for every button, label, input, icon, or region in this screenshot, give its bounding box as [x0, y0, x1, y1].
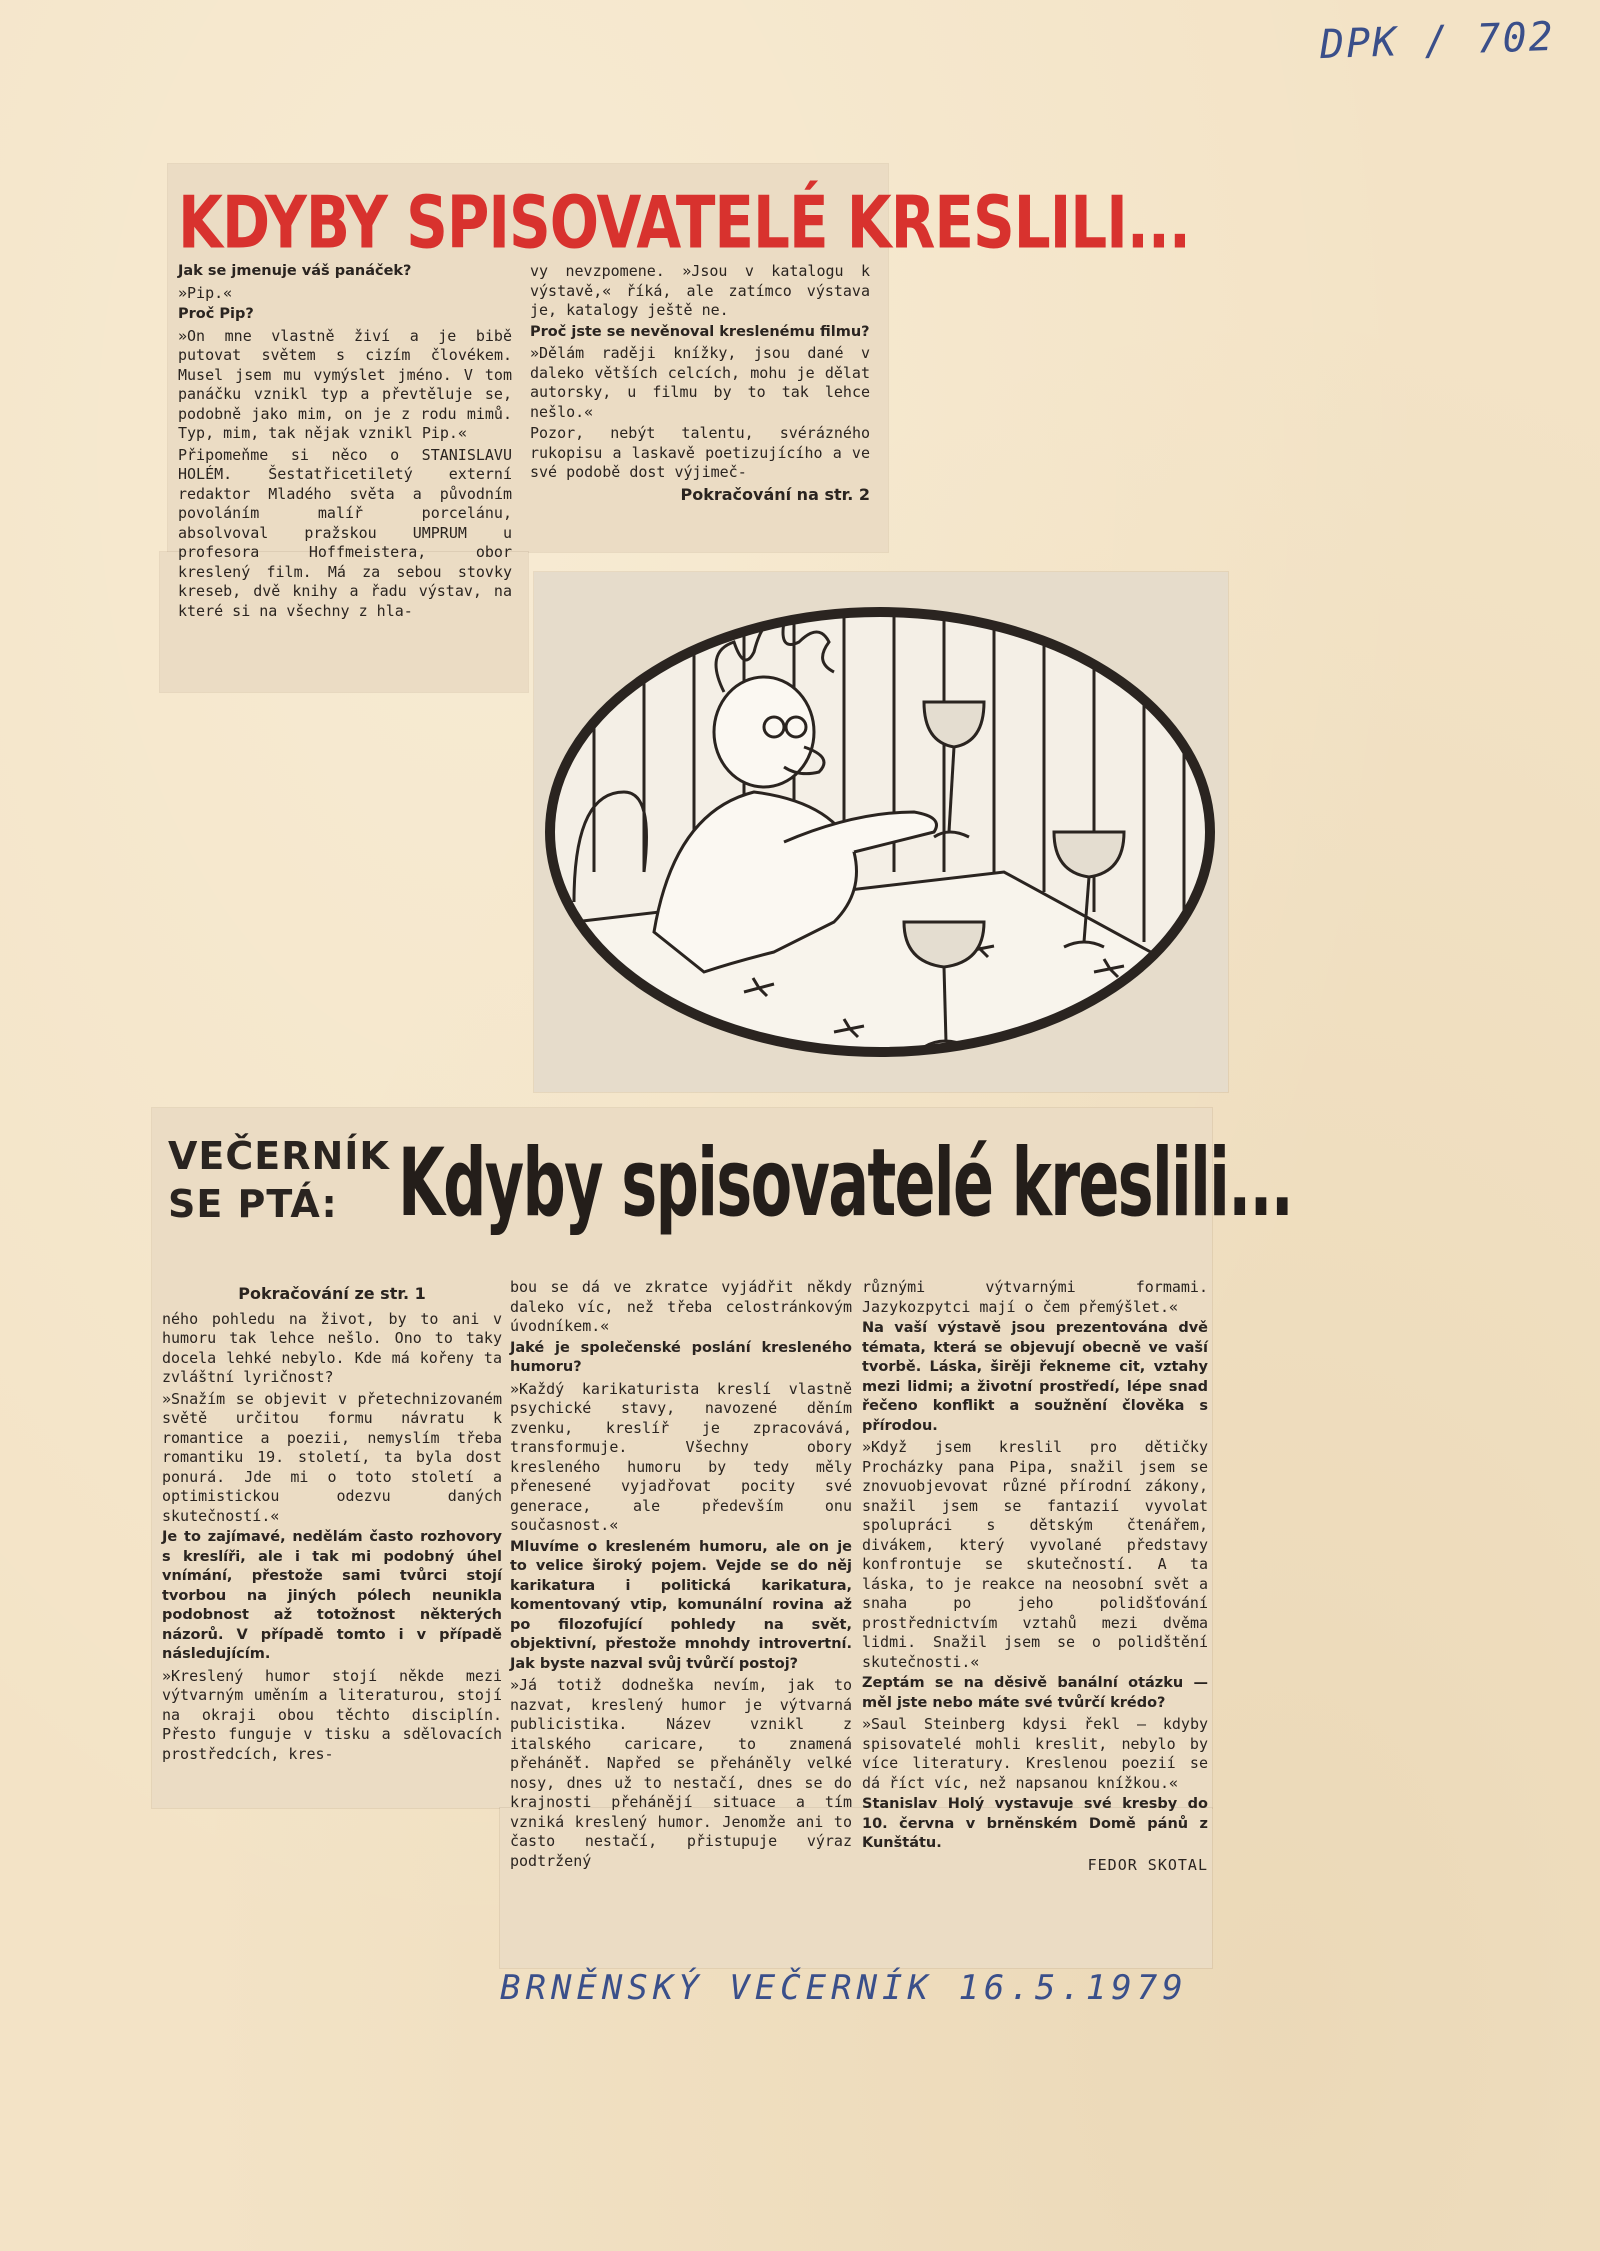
text-paragraph: »Každý karikaturista kreslí vlastně psychické stavy, navozené děním zvenku, kreslíř je zpracovává, transformuje. Všechny obory kresleného humoru by tedy měly přenesené vyjadřovat pocity své generace, ale především onu současnost.«	[510, 1379, 852, 1534]
text-paragraph: »Já totiž dodneška nevím, jak to nazvat, kreslený humor je výtvarná publicistika. Název vznikl z italského caricare, to znamená přeháně̌t. Napřed se přeháněly velké nosy, dnes už to nestačí, dnes se do krajnosti přehánějí situace a tím vzniká kreslený humor. Jenomže ani to často nestačí, přistupuje výraz podtržený	[510, 1676, 852, 1870]
question-paragraph: Na vaší výstavě jsou prezentována dvě témata, která se objevují obecně ve vaší tvorbě. Láska, širěji řekneme cit, vztahy mezi lidmi; a životní prostředí, lépe snad řečeno konflikt a soužnění člověka s přírodou.	[862, 1320, 1208, 1434]
text-paragraph: Připomeňme si něco o STANISLAVU HOLÉM. Šestatřicetiletý externí redaktor Mladého světa a původním povoláním malíř porcelánu, absolvoval pražskou UMPRUM u profesora Hoffmeistera, obor kreslený film. Má za sebou stovky kreseb, dvě knihy a řadu výstav, na které si na všechny z hla-	[178, 445, 512, 620]
question-paragraph: Zeptám se na děsivě banální otázku — měl jste nebo máte své tvůrčí krédo?	[862, 1675, 1208, 1711]
headline-black: Kdyby spisovatelé kreslili...	[398, 1128, 1293, 1238]
text-paragraph: Pokračování ze str. 1	[238, 1284, 426, 1303]
question-paragraph: Mluvíme o kresleném humoru, ale on je to velice široký pojem. Vejde se do něj karikatura i politická karikatura, komentovaný vtip, komunální rovina až po filozofující pohledy na svět, objektivní, přestože mnohdy introvertní. Jak byste nazval svůj tvůrčí postoj?	[510, 1538, 852, 1672]
text-paragraph: Pokračování na str. 2	[680, 484, 870, 504]
text-paragraph: ného pohledu na život, by to ani v humoru tak lehce nešlo. Ono to taky docela lehké nebylo. Kde má kořeny ta zvláštní lyričnost?	[162, 1309, 502, 1386]
question-paragraph: Proč jste se nevěnoval kreslenému filmu?	[530, 323, 870, 340]
question-paragraph: Stanislav Holý vystavuje své kresby do 10. června v brněnském Domě pánů z Kunštátu.	[862, 1796, 1208, 1851]
section-label-line-2: SE PTÁ:	[168, 1182, 338, 1226]
source-note: BRNĚNSKÝ VEČERNÍK 16.5.1979	[500, 1968, 1188, 2008]
clip2-column-1	[162, 1278, 502, 1766]
clip1-column-1	[178, 262, 512, 623]
section-label-line-1: VEČERNÍK	[168, 1134, 390, 1178]
text-paragraph: »Dělám raději knížky, jsou dané v daleko větších celcích, mohu je dělat autorsky, u filmu by to tak lehce nešlo.«	[530, 344, 870, 421]
clip1-column-2	[530, 262, 870, 506]
text-paragraph: Pozor, nebýt talentu, svérázného rukopisu a laskavě poetizujícího a ve své podobě dost výjimeč-	[530, 424, 870, 481]
text-paragraph: vy nevzpomene. »Jsou v katalogu k výstavě,« říká, ale zatímco výstava je, katalogy ještě ne.	[530, 262, 870, 319]
clip2-column-3	[862, 1278, 1208, 1877]
text-paragraph: »Kreslený humor stojí někde mezi výtvarným uměním a literaturou, stojí na okraji obou těchto disciplín. Přesto funguje v tisku a sdělovacích prostředcích, kres-	[162, 1666, 502, 1763]
text-paragraph: »Snažím se objevit v přetechnizovaném světě určitou formu návratu k romantice a poezii, nemyslím třeba romantiku 19. století, ta byla dost ponurá. Jde mi o toto století a optimistickou odezvu daných skutečností.«	[162, 1389, 502, 1525]
cartoon-scene	[534, 572, 1228, 1092]
text-paragraph: »Saul Steinberg kdysi řekl — kdyby spisovatelé mohli kreslit, nebylo by více literatury. Kreslenou poezií se dá říct víc, než napsanou knížkou.«	[862, 1715, 1208, 1792]
text-paragraph: různými výtvarnými formami. Jazykozpytci mají o čem přemýšlet.«	[862, 1278, 1208, 1316]
text-paragraph: bou se dá ve zkratce vyjádřit někdy daleko víc, než třeba celostránkovým úvodníkem.«	[510, 1278, 852, 1335]
cartoon-illustration	[534, 572, 1228, 1092]
text-paragraph: »Pip.«	[178, 283, 233, 302]
text-paragraph: »Když jsem kreslil pro dětičky Procházky pana Pipa, snažil jsem se znovuobjevovat různé přírodní zákony, snažil jsem se fantazií vyvolat spolupráci s dětským čtenářem, divákem, který vyvolané představy konfrontuje se skutečností. A ta láska, to je reakce na neosobní svět a snaha po jeho polidšťování prostřednictvím vztahů mezi dvěma lidmi. Snažil jsem se o polidštění skutečnosti.«	[862, 1438, 1208, 1671]
question-paragraph: Jaké je společenské poslání kresleného humoru?	[510, 1339, 852, 1375]
clip2-column-2	[510, 1278, 852, 1873]
question-paragraph: Je to zajímavé, nedělám často rozhovory s kreslíři, ale i tak mi podobný úhel vnímání, přestože sami tvůrci stojí tvorbou na jiných pólech neunikla podobnost až totožnost některých názorů. V případě tomto i v případě následujícím.	[162, 1529, 502, 1662]
question-paragraph: Proč Pip?	[178, 306, 254, 322]
headline-red: KDYBY SPISOVATELÉ KRESLILI...	[178, 180, 1190, 265]
archive-reference: DPK / 702	[1319, 13, 1556, 69]
question-paragraph: Jak se jmenuje váš panáček?	[178, 263, 412, 279]
author-signature: FEDOR SKOTAL	[1087, 1855, 1208, 1874]
text-paragraph: »On mne vlastně živí a je bibě putovat světem s cizím človékem. Musel jsem mu vymýslet jméno. V tom panáčku vznikl typ a převtěluje se, podobně jako mim, on je z rodu mimů. Typ, mim, tak nějak vznikl Pip.«	[178, 326, 512, 442]
section-label	[168, 1132, 390, 1228]
